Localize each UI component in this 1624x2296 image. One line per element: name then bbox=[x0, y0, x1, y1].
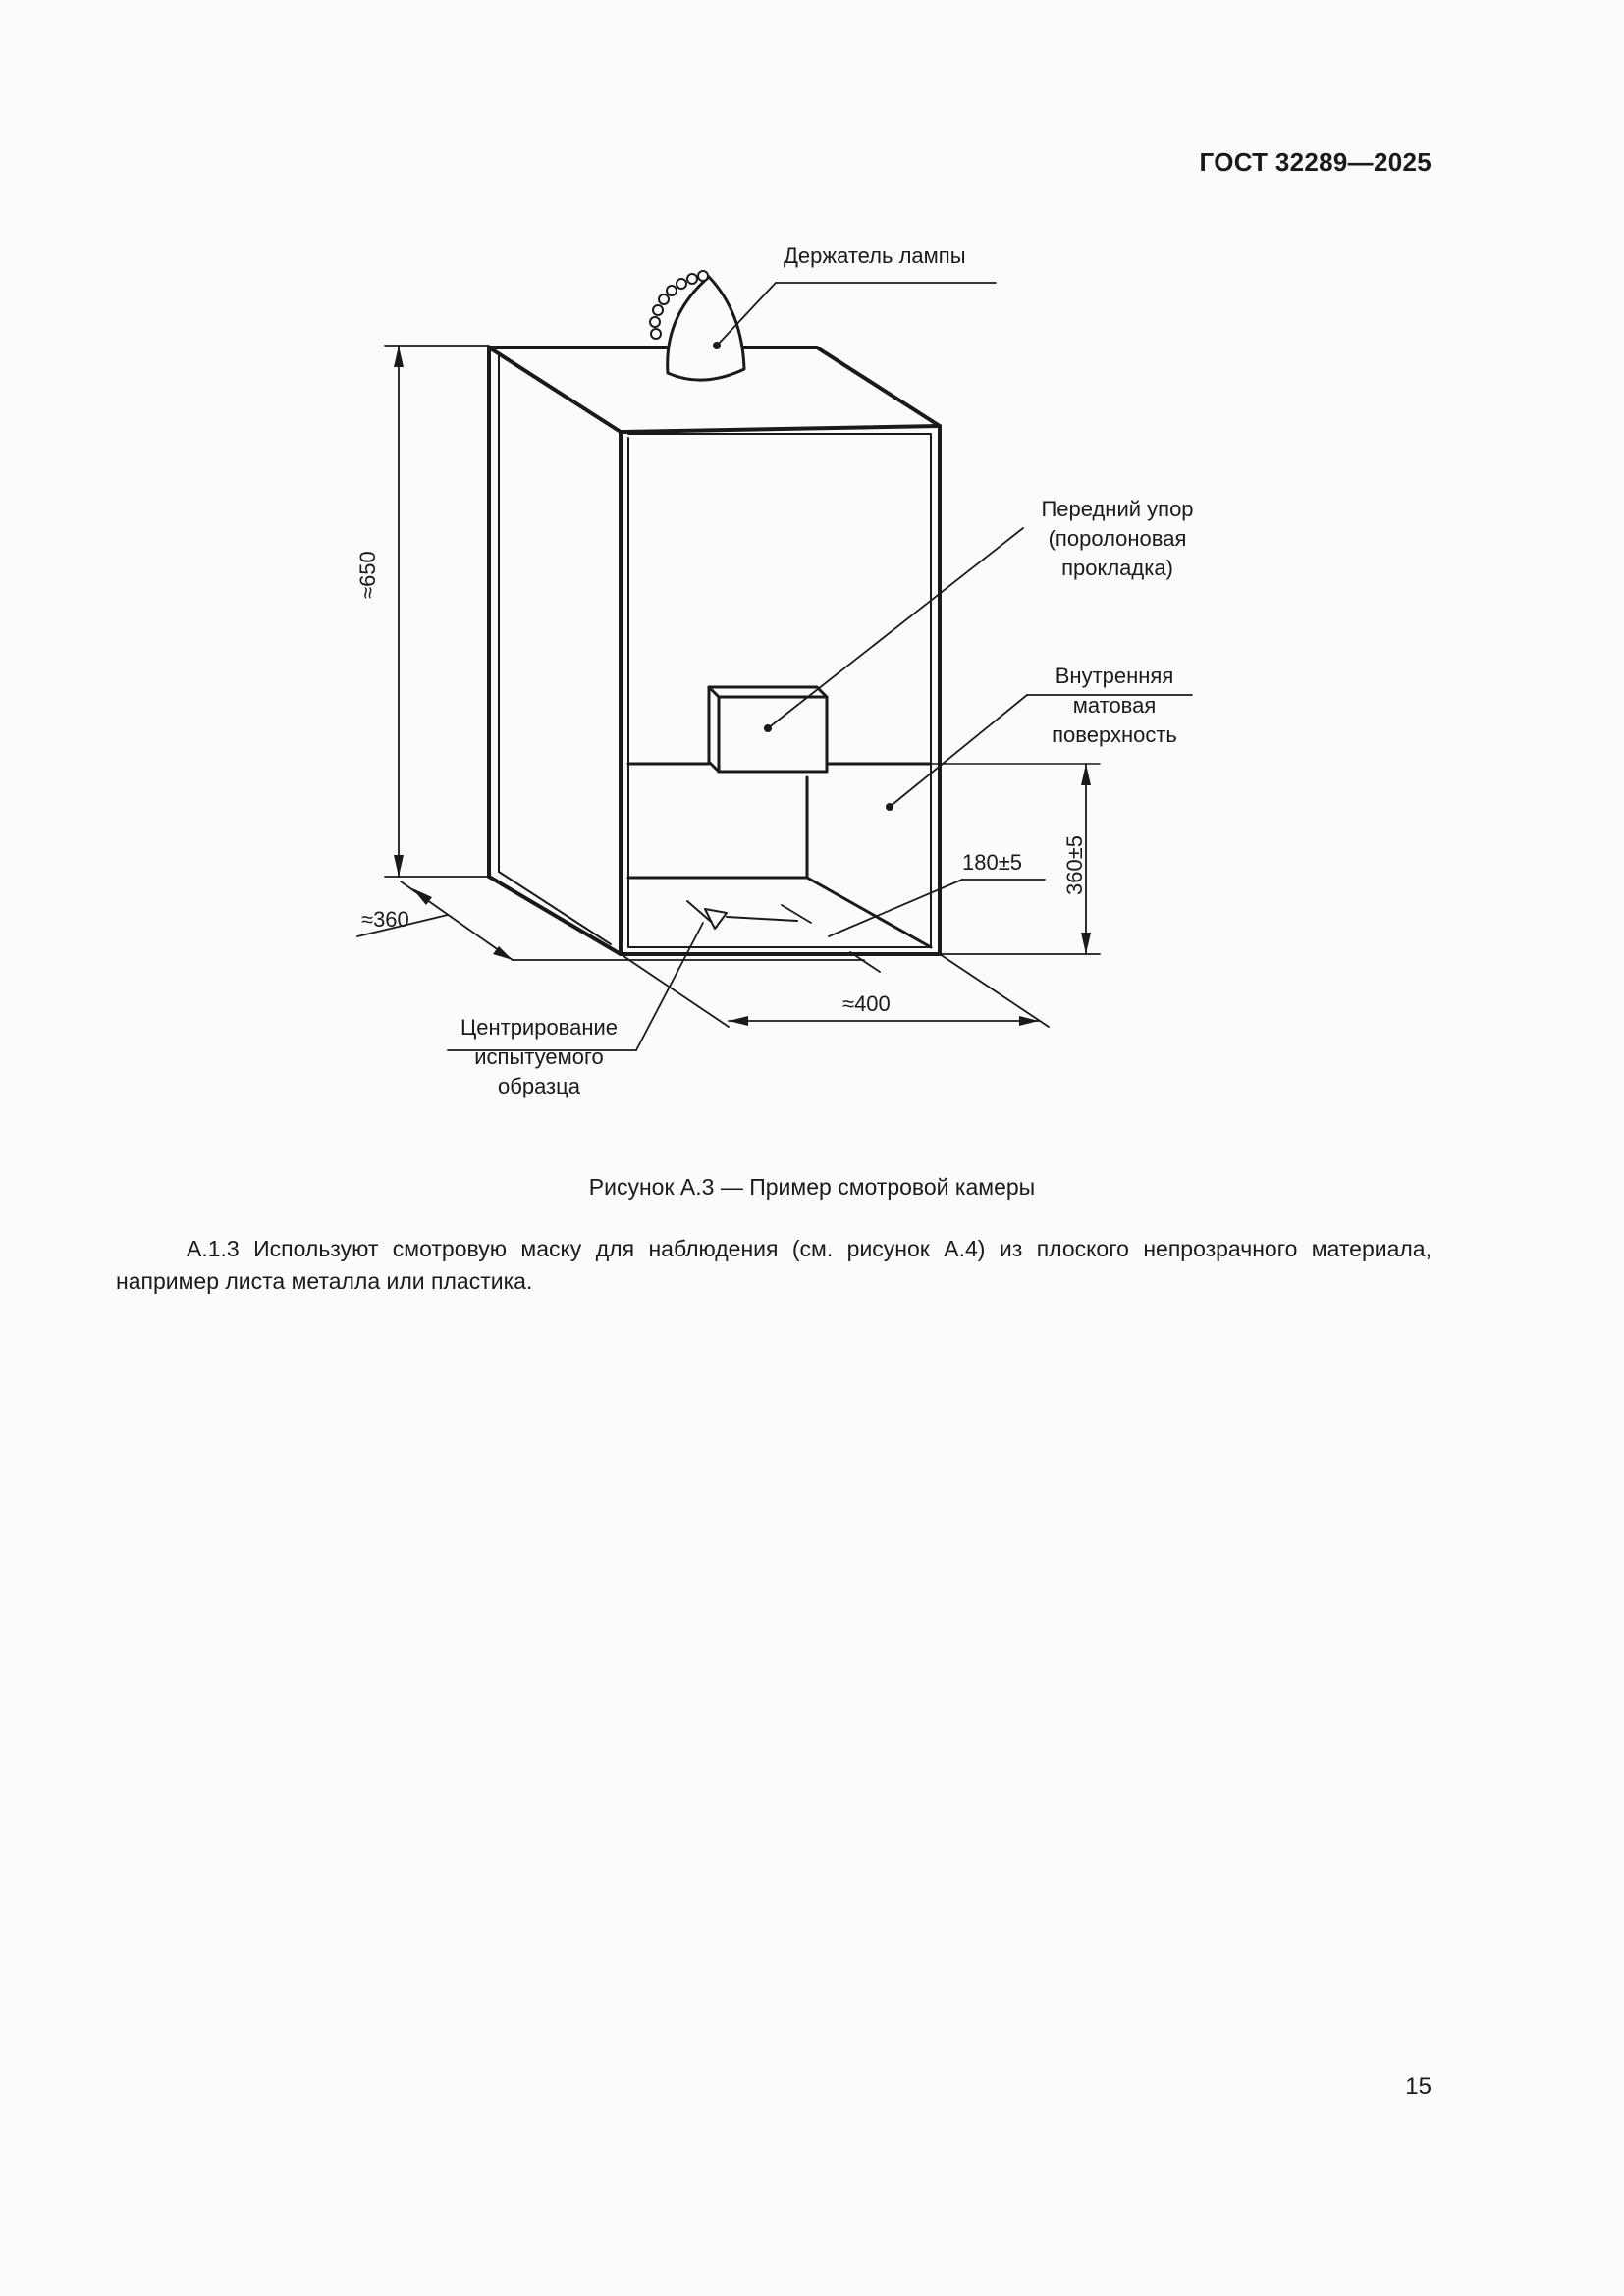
chamber-box bbox=[489, 347, 940, 954]
label-centering-line-1: Центрирование bbox=[460, 1015, 619, 1040]
label-front-stop-line-3: прокладка) bbox=[1061, 556, 1173, 580]
label-front-stop bbox=[1029, 495, 1206, 583]
label-centering-line-3: образца bbox=[498, 1074, 580, 1098]
dimension-width: ≈400 bbox=[842, 991, 891, 1016]
label-centering-line-2: испытуемого bbox=[474, 1044, 604, 1069]
viewing-chamber-figure bbox=[0, 0, 1624, 1139]
label-lamp-holder: Держатель лампы bbox=[784, 243, 966, 268]
chamber-interior bbox=[628, 764, 1100, 947]
label-inner-surface-line-1: Внутренняя bbox=[1055, 664, 1174, 688]
page-number: 15 bbox=[1405, 2073, 1432, 2100]
label-inner-surface bbox=[1031, 662, 1198, 750]
chamber-drawing bbox=[0, 0, 1624, 1139]
label-front-stop-line-2: (поролоновая bbox=[1048, 526, 1187, 551]
dimension-height: ≈650 bbox=[355, 551, 380, 599]
dimension-stop-distance: 180±5 bbox=[962, 850, 1023, 875]
label-inner-surface-line-2: матовая bbox=[1072, 693, 1157, 718]
dimension-stop-height: 360±5 bbox=[1062, 834, 1087, 895]
body-paragraph: А.1.3 Используют смотровую маску для наблюдения (см. рисунок А.4) из плоского непрозрачного материала, например листа металла или пластика. bbox=[116, 1236, 1432, 1294]
label-inner-surface-line-3: поверхность bbox=[1052, 722, 1177, 747]
figure-caption: Рисунок А.3 — Пример смотровой камеры bbox=[588, 1174, 1036, 1200]
label-centering bbox=[446, 1013, 632, 1101]
dimension-depth: ≈360 bbox=[361, 907, 409, 932]
label-front-stop-line-1: Передний упор bbox=[1041, 497, 1194, 521]
document-code: ГОСТ 32289—2025 bbox=[1199, 147, 1432, 177]
